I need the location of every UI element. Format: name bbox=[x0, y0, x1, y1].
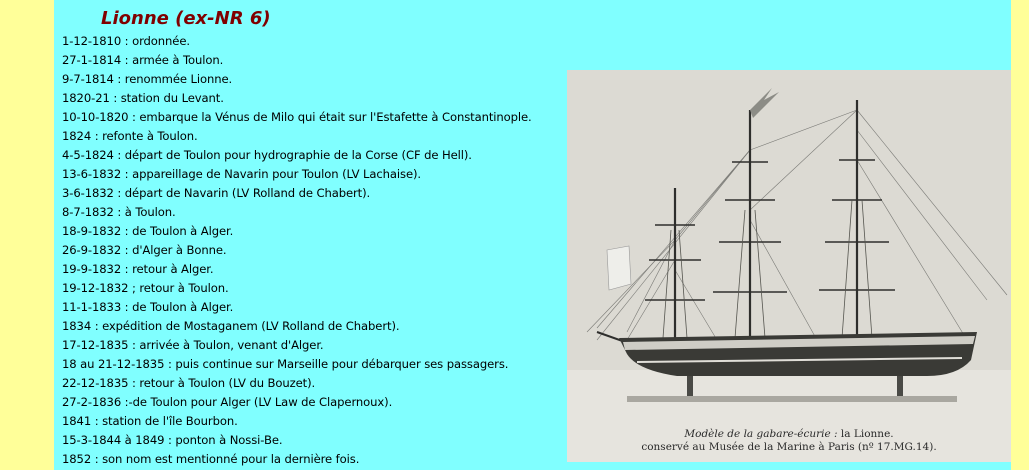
history-entry: 4-5-1824 : départ de Toulon pour hydrographie de la Corse (CF de Hell). bbox=[62, 148, 472, 162]
left-margin-strip bbox=[0, 0, 54, 470]
history-entry: 19-12-1832 ; retour à Toulon. bbox=[62, 281, 229, 295]
history-entry: 18 au 21-12-1835 : puis continue sur Marseille pour débarquer ses passagers. bbox=[62, 357, 509, 371]
history-entry: 11-1-1833 : de Toulon à Alger. bbox=[62, 300, 234, 314]
history-entry: 1820-21 : station du Levant. bbox=[62, 91, 224, 105]
history-entry: 1824 : refonte à Toulon. bbox=[62, 129, 198, 143]
history-entry: 18-9-1832 : de Toulon à Alger. bbox=[62, 224, 234, 238]
history-list bbox=[62, 32, 532, 469]
history-entry: 26-9-1832 : d'Alger à Bonne. bbox=[62, 243, 227, 257]
photo-caption bbox=[567, 428, 1011, 454]
history-entry: 1-12-1810 : ordonnée. bbox=[62, 34, 190, 48]
history-entry: 1852 : son nom est mentionné pour la dernière fois. bbox=[62, 452, 360, 466]
history-entry: 8-7-1832 : à Toulon. bbox=[62, 205, 176, 219]
history-entry: 19-9-1832 : retour à Alger. bbox=[62, 262, 214, 276]
right-margin-strip bbox=[1011, 0, 1029, 470]
history-entry: 1834 : expédition de Mostaganem (LV Rolland de Chabert). bbox=[62, 319, 400, 333]
history-entry: 27-1-1814 : armée à Toulon. bbox=[62, 53, 224, 67]
ship-model-illustration bbox=[567, 70, 1011, 462]
content-panel bbox=[54, 0, 1011, 470]
history-entry: 27-2-1836 :-de Toulon pour Alger (LV Law de Clapernoux). bbox=[62, 395, 393, 409]
history-entry: 22-12-1835 : retour à Toulon (LV du Bouzet). bbox=[62, 376, 316, 390]
history-entry: 10-10-1820 : embarque la Vénus de Milo qui était sur l'Estafette à Constantinople. bbox=[62, 110, 532, 124]
caption-museum: conservé au Musée de la Marine à Paris (nº 17.MG.14). bbox=[641, 441, 937, 453]
history-entry: 1841 : station de l'île Bourbon. bbox=[62, 414, 238, 428]
caption-italic: Modèle de la gabare-écurie : bbox=[684, 428, 838, 440]
ship-model-photo bbox=[567, 70, 1011, 462]
history-entry: 15-3-1844 à 1849 : ponton à Nossi-Be. bbox=[62, 433, 283, 447]
history-entry: 9-7-1814 : renommée Lionne. bbox=[62, 72, 233, 86]
caption-ship-name: la Lionne. bbox=[837, 428, 894, 440]
ship-title: Lionne (ex-NR 6) bbox=[101, 8, 271, 29]
history-entry: 17-12-1835 : arrivée à Toulon, venant d'Alger. bbox=[62, 338, 324, 352]
history-entry: 13-6-1832 : appareillage de Navarin pour Toulon (LV Lachaise). bbox=[62, 167, 422, 181]
history-entry: 3-6-1832 : départ de Navarin (LV Rolland de Chabert). bbox=[62, 186, 371, 200]
